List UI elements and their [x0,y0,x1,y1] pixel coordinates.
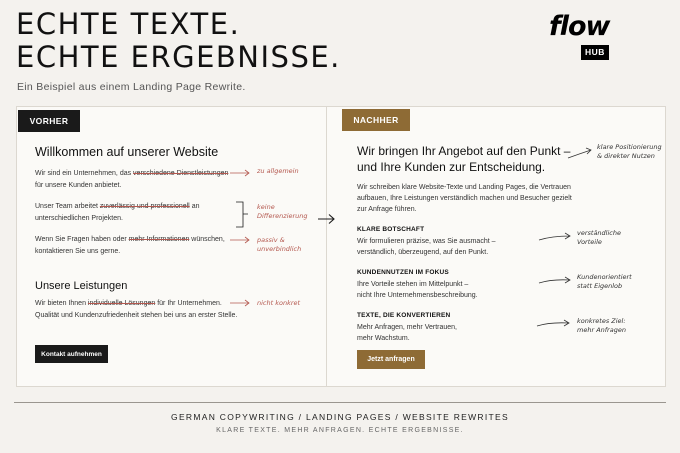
before-title: Willkommen auf unserer Website [35,145,219,159]
before-p1-line2: für unsere Kunden anbietet. [35,182,122,189]
subtitle: Ein Beispiel aus einem Landing Page Rewrite. [17,81,246,93]
after-intro-line3: zur Anfrage führen. [357,206,417,213]
footer-services: GERMAN COPYWRITING / LANDING PAGES / WEBSITE REWRITES [171,412,509,422]
headline [16,8,341,74]
headline-line-2: ECHTE ERGEBNISSE. [16,40,341,74]
after-intro-line2: aufbauen, Ihre Leistungen verständlich machen und Besucher gezielt [357,195,572,202]
before-p3-strike: mehr Informationen [128,236,190,243]
note-passive-line2: unverbindlich [257,245,302,253]
note-benefits-line2: Vorteile [577,238,602,246]
before-p2-line2: unterschiedlichen Projekten. [35,215,123,222]
before-p1-strike: verschiedene Dienstleistungen [133,170,229,177]
note-passive-line1: passiv & [257,236,285,244]
request-button[interactable]: Jetzt anfragen [357,350,425,369]
section-converting-heading: TEXTE, DIE KONVERTIEREN [357,312,451,319]
section-clear-message-heading: KLARE BOTSCHAFT [357,226,425,233]
before-p2-strike: zuverlässig und professionell [99,203,190,210]
footer-divider [14,402,666,403]
s1-line1: Wir formulieren präzise, was Sie ausmacht – [357,238,496,245]
after-title: Wir bringen Ihr Angebot auf den Punkt – und Ihre Kunden zur Entscheidung. [357,144,571,174]
before-p3-line2: kontaktieren Sie uns gerne. [35,248,121,255]
section-customer-benefit-text [357,279,577,301]
note-clear-positioning [597,143,662,161]
s2-line2: nicht Ihre Unternehmensbeschreibung. [357,292,478,299]
before-p2-text-b: an [189,203,200,210]
before-p4-text-b: für Ihr Unternehmen. [155,300,222,307]
footer-tagline: KLARE TEXTE. MEHR ANFRAGEN. ECHTE ERGEBNISSE. [216,427,464,434]
logo-word: flow [549,11,610,42]
note-not-concrete: nicht konkret [257,299,301,307]
contact-button[interactable]: Kontakt aufnehmen [35,345,108,363]
headline-line-1: ECHTE TEXTE. [16,7,241,41]
section-customer-benefit-heading: KUNDENNUTZEN IM FOKUS [357,269,449,276]
before-p2-text: Unser Team arbeitet [35,203,100,210]
before-p3-text-b: wünschen, [189,236,225,243]
note-goal-line2: mehr Anfragen [577,326,626,334]
note-goal-line1: konkretes Ziel: [577,317,626,325]
before-p4-line2: Qualität und Kundenzufriedenheit stehen bei uns an erster Stelle. [35,312,238,319]
flowhub-logo [549,11,619,65]
note-no-diff-line1: keine [257,203,275,211]
before-paragraph-4 [35,298,275,322]
before-paragraph-3 [35,234,245,258]
s3-line1: Mehr Anfragen, mehr Vertrauen, [357,324,457,331]
s3-line2: mehr Wachstum. [357,335,410,342]
section-clear-message-text [357,236,577,258]
note-passive [257,236,301,254]
note-too-general: zu allgemein [257,167,299,175]
note-concrete-goal [577,317,626,335]
panel-divider [326,106,327,387]
before-subheading: Unsere Leistungen [35,280,128,292]
s1-line2: verständlich, überzeugend, auf den Punkt. [357,249,489,256]
after-intro-line1: Wir schreiben klare Website-Texte und Landing Pages, die Vertrauen [357,184,571,191]
note-customer-oriented [577,273,632,291]
before-p1-text: Wir sind ein Unternehmen, das [35,170,134,177]
before-tag: VORHER [18,110,80,132]
note-customer-line2: statt Eigenlob [577,282,623,290]
note-no-diff-line2: Differenzierung [257,212,308,220]
before-paragraph-2 [35,201,235,225]
section-converting-text [357,322,577,344]
note-benefits-line1: verständliche [577,229,621,237]
s2-line1: Ihre Vorteile stehen im Mittelpunkt – [357,281,469,288]
logo-badge: HUB [581,45,609,60]
before-p4-text: Wir bieten Ihnen [35,300,88,307]
note-pos-line1: klare Positionierung [597,143,662,151]
before-p3-text: Wenn Sie Fragen haben oder [35,236,129,243]
after-intro [357,182,577,215]
note-customer-line1: Kundenorientiert [577,273,632,281]
note-no-differentiation [257,203,308,221]
before-p4-strike: individuelle Lösungen [87,300,156,307]
note-pos-line2: & direkter Nutzen [597,152,655,160]
after-tag: NACHHER [342,109,410,131]
note-understandable-benefits [577,229,621,247]
before-paragraph-1 [35,168,235,192]
